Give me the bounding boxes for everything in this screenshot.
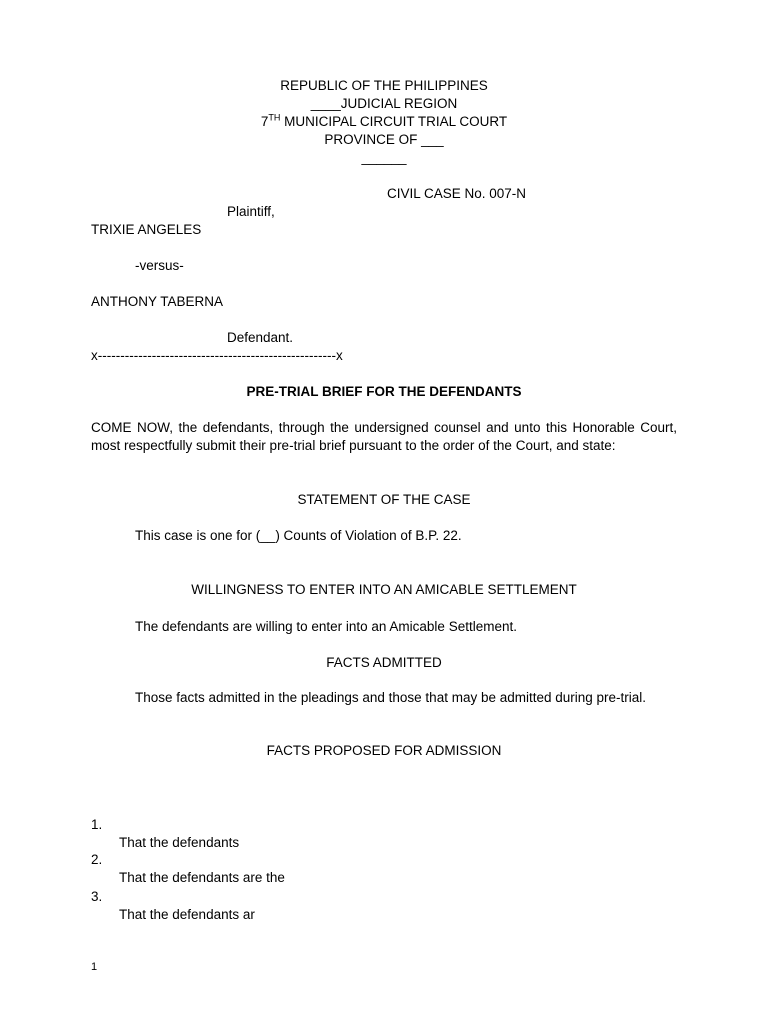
header-court-sup: TH xyxy=(268,112,281,123)
plaintiff-label: Plaintiff, xyxy=(227,204,275,219)
header-blank-line: ______ xyxy=(361,150,407,165)
header-republic: REPUBLIC OF THE PHILIPPINES xyxy=(280,78,488,93)
facts-proposed-heading: FACTS PROPOSED FOR ADMISSION xyxy=(266,743,502,758)
list-item-number: 3. xyxy=(91,889,103,904)
versus-text: -versus- xyxy=(135,258,184,273)
list-item-number: 2. xyxy=(91,852,103,867)
plaintiff-name: TRIXIE ANGELES xyxy=(91,222,202,237)
header-court-rest: MUNICIPAL CIRCUIT TRIAL COURT xyxy=(280,114,508,129)
statement-heading: STATEMENT OF THE CASE xyxy=(297,492,471,507)
defendant-name: ANTHONY TABERNA xyxy=(91,294,224,309)
header-judicial-region: ____JUDICIAL REGION xyxy=(310,96,458,111)
list-item-text: That the defendants ar xyxy=(119,907,255,922)
header-court-num: 7 xyxy=(260,114,269,129)
intro-paragraph: COME NOW, the defendants, through the undersigned counsel and unto this Honorable Court, most respectfully submit their pre-trial brief pursuant to the order of the Court, and state: xyxy=(91,420,677,453)
willingness-body: The defendants are willing to enter into an Amicable Settlement. xyxy=(135,619,517,634)
list-item xyxy=(0,870,768,942)
list-item-text: That the defendants are the xyxy=(119,870,285,885)
list-item-number: 1. xyxy=(91,817,103,832)
civil-case-number: CIVIL CASE No. 007-N xyxy=(387,186,527,201)
willingness-heading: WILLINGNESS TO ENTER INTO AN AMICABLE SETTLEMENT xyxy=(191,582,577,597)
facts-admitted-body: Those facts admitted in the pleadings and those that may be admitted during pre-trial. xyxy=(135,690,647,705)
list-item-text: That the defendants xyxy=(119,835,240,850)
statement-body: This case is one for (__) Counts of Violation of B.P. 22. xyxy=(135,528,462,543)
caption-separator: x-----------------------------------------------------x xyxy=(91,348,343,363)
defendant-label: Defendant. xyxy=(227,330,294,345)
page-number: 1 xyxy=(91,961,98,973)
document-title: PRE-TRIAL BRIEF FOR THE DEFENDANTS xyxy=(246,384,522,399)
header-province: PROVINCE OF ___ xyxy=(324,132,444,147)
facts-admitted-heading: FACTS ADMITTED xyxy=(326,655,442,670)
header-court xyxy=(0,113,768,131)
